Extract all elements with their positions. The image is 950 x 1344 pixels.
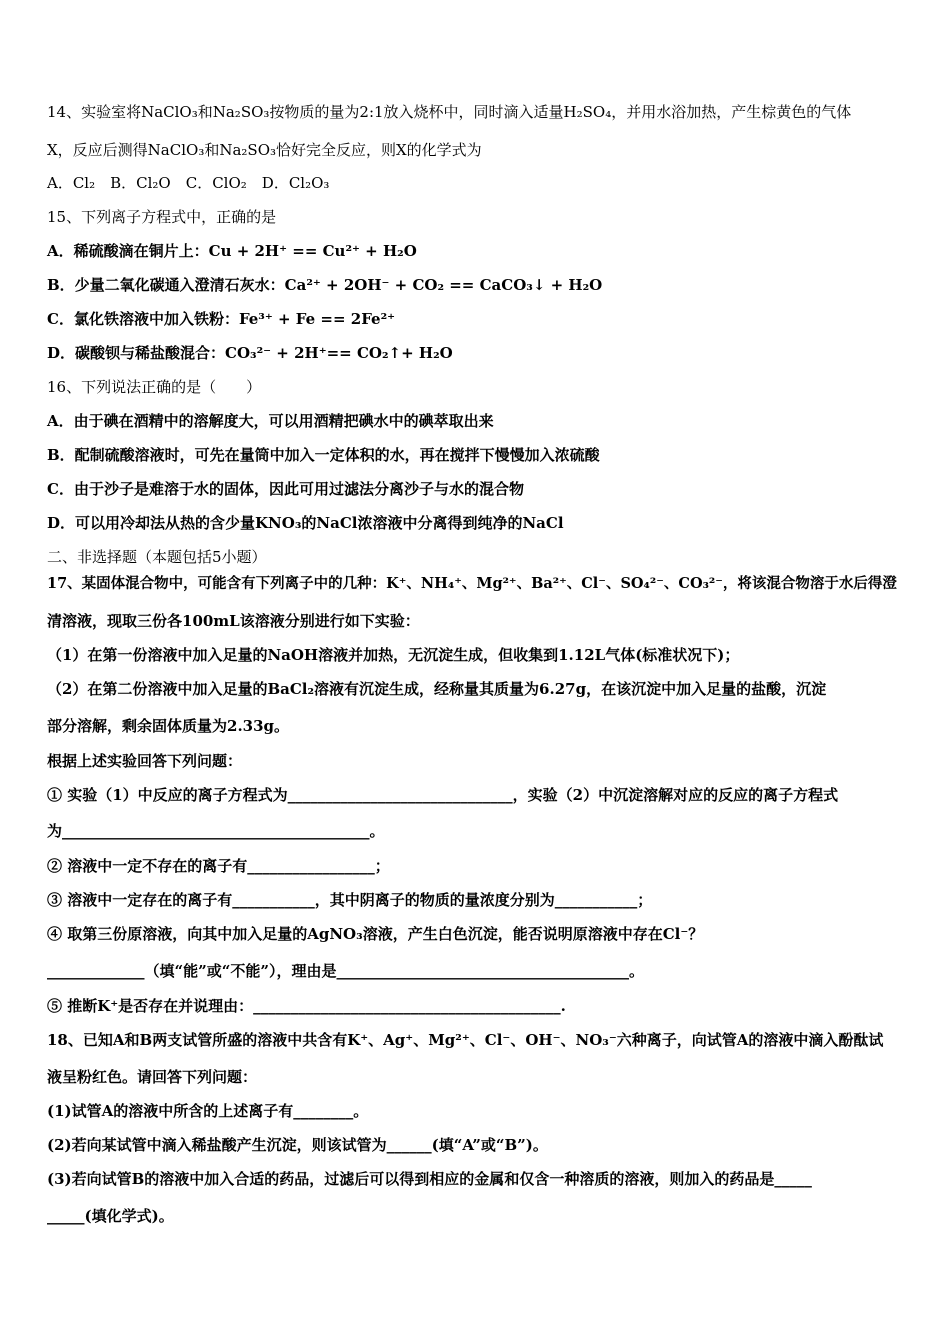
question-17-part-4-cont: _____________（填“能”或“不能”），理由是_______________________________________。 — [47, 962, 645, 980]
question-17-line-1: 17、某固体混合物中，可能含有下列离子中的几种：K⁺、NH₄⁺、Mg²⁺、Ba²⁺、Cl⁻、SO₄²⁻、CO₃²⁻，将该混合物溶于水后得澄 — [47, 575, 897, 592]
question-18-part-1: (1)试管A的溶液中所含的上述离子有________。 — [47, 1102, 369, 1120]
question-16-option-d: D．可以用冷却法从热的含少量KNO₃的NaCl浓溶液中分离得到纯净的NaCl — [47, 514, 564, 532]
question-15-option-a: A．稀硫酸滴在铜片上：Cu + 2H⁺ == Cu²⁺ + H₂O — [47, 242, 417, 260]
question-15-option-d: D．碳酸钡与稀盐酸混合：CO₃²⁻ + 2H⁺== CO₂↑+ H₂O — [47, 344, 453, 362]
question-18-part-3-cont: _____(填化学式)。 — [47, 1207, 174, 1225]
question-17-part-1: ① 实验（1）中反应的离子方程式为______________________________，实验（2）中沉淀溶解对应的反应的离子方程式 — [47, 786, 839, 804]
question-17-exp-2: （2）在第二份溶液中加入足量的BaCl₂溶液有沉淀生成，经称量其质量为6.27g，在该沉淀中加入足量的盐酸，沉淀 — [47, 680, 827, 698]
question-16-option-a: A．由于碘在酒精中的溶解度大，可以用酒精把碘水中的碘萃取出来 — [47, 412, 494, 430]
question-17-part-1-cont: 为_________________________________________。 — [47, 822, 385, 840]
question-14-line-2: X，反应后测得NaClO₃和Na₂SO₃恰好完全反应，则X的化学式为 — [47, 141, 482, 159]
question-15-option-c: C．氯化铁溶液中加入铁粉：Fe³⁺ + Fe == 2Fe²⁺ — [47, 310, 396, 328]
question-16-stem: 16、下列说法正确的是（ ） — [47, 378, 262, 396]
question-14-options: A．Cl₂ B．Cl₂O C．ClO₂ D．Cl₂O₃ — [47, 174, 330, 192]
section-heading: 二、非选择题（本题包括5小题） — [47, 548, 267, 566]
question-14-line-1: 14、实验室将NaClO₃和Na₂SO₃按物质的量为2:1放入烧杯中，同时滴入适量H₂SO₄，并用水浴加热，产生棕黄色的气体 — [47, 103, 852, 121]
question-16-option-b: B．配制硫酸溶液时，可先在量筒中加入一定体积的水，再在搅拌下慢慢加入浓硫酸 — [47, 446, 600, 464]
question-17-part-5: ⑤ 推断K⁺是否存在并说理由：_________________________________________. — [47, 997, 566, 1015]
question-17-line-2: 清溶液，现取三份各100mL该溶液分别进行如下实验： — [47, 612, 420, 630]
question-18-part-2: (2)若向某试管中滴入稀盐酸产生沉淀，则该试管为______(填“A”或“B”)。 — [47, 1136, 548, 1154]
question-15-stem: 15、下列离子方程式中，正确的是 — [47, 208, 277, 226]
question-17-prompt: 根据上述实验回答下列问题： — [47, 752, 243, 770]
question-17-exp-2-cont: 部分溶解，剩余固体质量为2.33g。 — [47, 717, 290, 735]
question-15-option-b: B．少量二氧化碳通入澄清石灰水：Ca²⁺ + 2OH⁻ + CO₂ == CaCO₃↓ + H₂O — [47, 276, 603, 294]
question-17-part-2: ② 溶液中一定不存在的离子有_________________； — [47, 857, 390, 875]
question-17-exp-1: （1）在第一份溶液中加入足量的NaOH溶液并加热，无沉淀生成，但收集到1.12L气体(标准状况下)； — [47, 646, 740, 664]
question-17-part-3: ③ 溶液中一定存在的离子有___________，其中阴离子的物质的量浓度分别为___________； — [47, 891, 653, 909]
question-16-option-c: C．由于沙子是难溶于水的固体，因此可用过滤法分离沙子与水的混合物 — [47, 480, 524, 498]
question-18-part-3: (3)若向试管B的溶液中加入合适的药品，过滤后可以得到相应的金属和仅含一种溶质的溶液，则加入的药品是_____ — [47, 1170, 812, 1188]
question-18-line-1: 18、已知A和B两支试管所盛的溶液中共含有K⁺、Ag⁺、Mg²⁺、Cl⁻、OH⁻、NO₃⁻六种离子，向试管A的溶液中滴入酚酞试 — [47, 1031, 884, 1049]
question-18-line-2: 液呈粉红色。请回答下列问题： — [47, 1068, 258, 1086]
question-17-part-4: ④ 取第三份原溶液，向其中加入足量的AgNO₃溶液，产生白色沉淀，能否说明原溶液中存在Cl⁻？ — [47, 925, 704, 943]
